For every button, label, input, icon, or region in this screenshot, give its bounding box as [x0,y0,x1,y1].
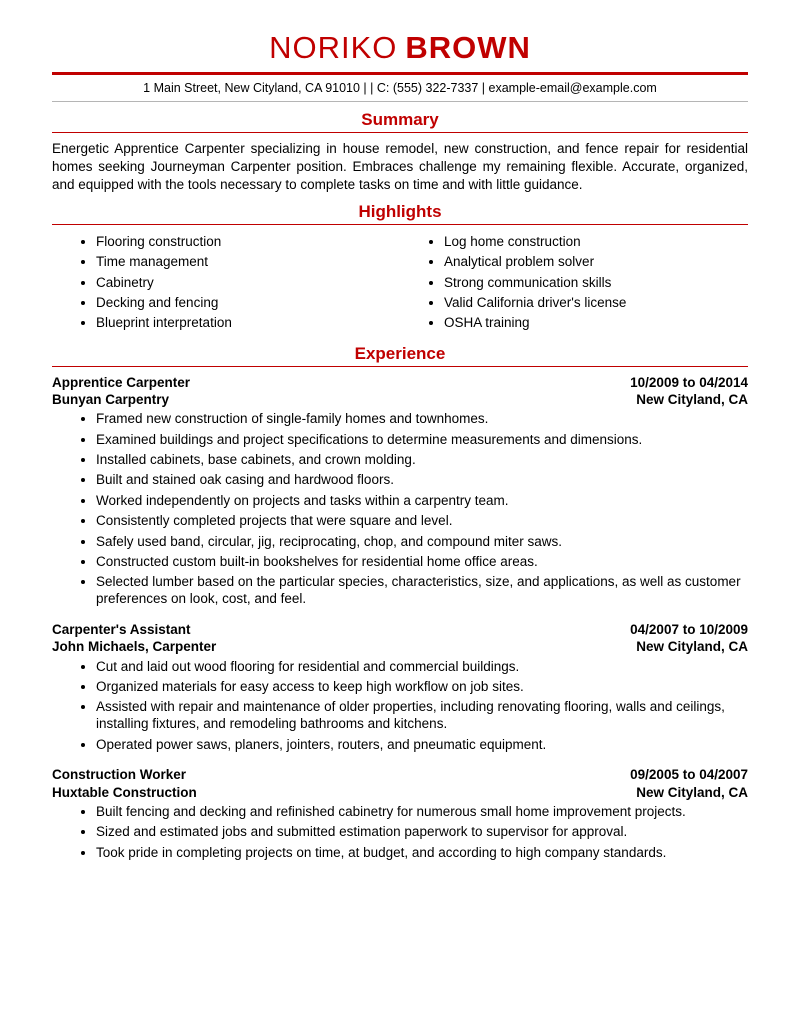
highlight-item: • Time management [96,254,400,271]
job-bullet: • Took pride in completing projects on time, at budget, and according to high company standards. [96,845,748,862]
highlight-item: • Analytical problem solver [444,254,748,271]
job-bullet: • Worked independently on projects and tasks within a carpentry team. [96,493,748,510]
highlight-item: • Flooring construction [96,234,400,251]
highlight-item: • Cabinetry [96,275,400,292]
highlights-list-right [400,234,748,332]
highlight-item: • Blueprint interpretation [96,315,400,332]
job-dates: 10/2009 to 04/2014 [630,374,748,390]
contact-line: 1 Main Street, New Cityland, CA 91010 | | C: (555) 322-7337 | example-email@example.com [143,81,657,95]
job-dates: 09/2005 to 04/2007 [630,767,748,783]
highlight-item: • Valid California driver's license [444,295,748,312]
candidate-name [52,30,748,66]
highlight-item: • Log home construction [444,234,748,251]
job-company-row [52,391,748,408]
highlights-column-right [400,232,748,336]
summary-heading: Summary [361,110,439,129]
contact-divider [52,101,748,102]
job-location: New Cityland, CA [636,639,748,655]
highlights-list-left [52,234,400,332]
job-bullet: • Examined buildings and project specifications to determine measurements and dimensions. [96,432,748,449]
job-company: John Michaels, Carpenter [52,639,217,655]
highlight-item: • Strong communication skills [444,275,748,292]
job-dates: 04/2007 to 10/2009 [630,622,748,638]
job-bullet-list [52,411,748,608]
job-title-row [52,766,748,783]
job-bullet: • Cut and laid out wood flooring for residential and commercial buildings. [96,659,748,676]
summary-divider [52,132,748,133]
job-bullet: • Installed cabinets, base cabinets, and crown molding. [96,452,748,469]
highlights-columns [52,232,748,336]
job-title: Construction Worker [52,767,187,783]
candidate-last-name: BROWN [405,30,531,65]
job-bullet-list [52,804,748,862]
job-title-row [52,621,748,638]
job-bullet: • Constructed custom built-in bookshelves for residential home office areas. [96,554,748,571]
job-bullet: • Assisted with repair and maintenance of older properties, including renovating flooring, walls and ceilings, installing fixtures, and remodeling bathrooms and kitchens. [96,699,748,733]
job-entry [52,766,748,861]
job-bullet: • Sized and estimated jobs and submitted estimation paperwork to supervisor for approval. [96,824,748,841]
candidate-first-name: NORIKO [269,30,398,65]
job-bullet: • Organized materials for easy access to keep high workflow on job sites. [96,679,748,696]
highlights-column-left [52,232,400,336]
job-bullet: • Framed new construction of single-family homes and townhomes. [96,411,748,428]
job-title: Apprentice Carpenter [52,374,191,390]
summary-text: Energetic Apprentice Carpenter specializing in house remodel, new construction, and fence repair for residential homes seeking Journeyman Carpenter position. Embraces challenge my remaining flexible. Accurate, organized, and equipped with the tools necessary to complete tasks on time and with little guidance. [52,141,748,192]
highlights-heading: Highlights [358,201,442,221]
job-company: Bunyan Carpentry [52,392,170,407]
highlight-item: • OSHA training [444,315,748,332]
job-location: New Cityland, CA [636,784,748,800]
job-bullet-list [52,659,748,754]
experience-heading: Experience [354,343,446,363]
highlights-divider [52,224,748,225]
highlight-item: • Decking and fencing [96,295,400,312]
job-bullet: • Built fencing and decking and refinished cabinetry for numerous small home improvement projects. [96,804,748,821]
job-bullet: • Built and stained oak casing and hardwood floors. [96,472,748,489]
header-divider [52,72,748,75]
job-title-row [52,374,748,391]
job-bullet: • Safely used band, circular, jig, reciprocating, chop, and compound miter saws. [96,534,748,551]
job-title: Carpenter's Assistant [52,622,191,638]
experience-divider [52,366,748,367]
job-entry [52,621,748,753]
job-bullet: • Selected lumber based on the particular species, characteristics, size, and applications, as well as customer preferences on look, cost, and feel. [96,574,748,608]
job-bullet: • Consistently completed projects that were square and level. [96,513,748,530]
job-company-row [52,638,748,655]
job-location: New Cityland, CA [636,392,748,407]
job-bullet: • Operated power saws, planers, jointers, routers, and pneumatic equipment. [96,737,748,754]
job-company-row [52,784,748,801]
job-entry [52,374,748,608]
job-company: Huxtable Construction [52,784,197,800]
